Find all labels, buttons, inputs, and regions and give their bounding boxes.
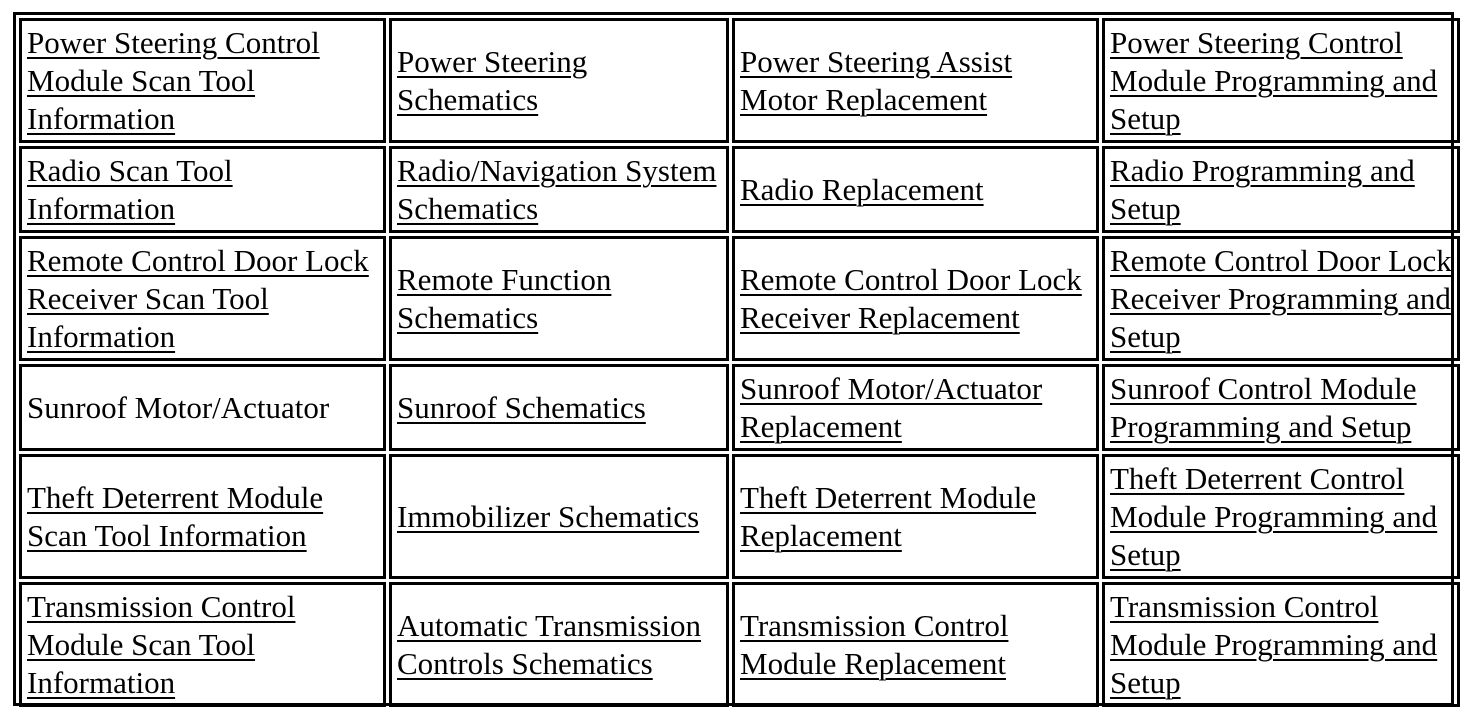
table-cell	[19, 364, 386, 451]
door-lock-receiver-scan-tool-link[interactable]: Remote Control Door Lock Receiver Scan Tool Information	[27, 243, 369, 354]
power-steering-scan-tool-link[interactable]: Power Steering Control Module Scan Tool Information	[27, 25, 320, 136]
table-cell	[389, 146, 729, 233]
power-steering-programming-link[interactable]: Power Steering Control Module Programming and Setup	[1110, 25, 1438, 136]
radio-replacement-link[interactable]: Radio Replacement	[740, 172, 984, 207]
sunroof-schematics-link[interactable]: Sunroof Schematics	[397, 390, 646, 425]
table-cell	[19, 454, 386, 579]
sunroof-actuator-replacement-link[interactable]: Sunroof Motor/Actuator Replacement	[740, 371, 1043, 444]
table-cell	[389, 18, 729, 143]
table-cell	[389, 364, 729, 451]
table-cell	[1102, 18, 1460, 143]
table-cell	[1102, 236, 1460, 361]
service-links-table	[16, 15, 1463, 710]
power-steering-motor-replacement-link[interactable]: Power Steering Assist Motor Replacement	[740, 44, 1013, 117]
door-lock-receiver-replacement-link[interactable]: Remote Control Door Lock Receiver Replacement	[740, 262, 1082, 335]
table-row	[19, 582, 1460, 707]
table-cell	[389, 236, 729, 361]
table-cell	[1102, 364, 1460, 451]
table-row	[19, 236, 1460, 361]
door-lock-receiver-programming-link[interactable]: Remote Control Door Lock Receiver Programming and Setup	[1110, 243, 1452, 354]
transmission-scan-tool-link[interactable]: Transmission Control Module Scan Tool Information	[27, 589, 296, 700]
table-cell	[732, 364, 1099, 451]
transmission-module-replacement-link[interactable]: Transmission Control Module Replacement	[740, 608, 1009, 681]
power-steering-schematics-link[interactable]: Power Steering Schematics	[397, 44, 588, 117]
theft-deterrent-replacement-link[interactable]: Theft Deterrent Module Replacement	[740, 480, 1037, 553]
transmission-programming-link[interactable]: Transmission Control Module Programming and Setup	[1110, 589, 1438, 700]
table-cell	[389, 582, 729, 707]
remote-function-schematics-link[interactable]: Remote Function Schematics	[397, 262, 612, 335]
table-cell	[1102, 454, 1460, 579]
sunroof-motor-actuator-text: Sunroof Motor/Actuator	[27, 390, 330, 425]
table-cell	[732, 236, 1099, 361]
table-cell	[732, 454, 1099, 579]
table-cell	[389, 454, 729, 579]
table-cell	[1102, 146, 1460, 233]
theft-deterrent-scan-tool-link[interactable]: Theft Deterrent Module Scan Tool Information	[27, 480, 324, 553]
table-cell	[19, 582, 386, 707]
table-cell	[19, 18, 386, 143]
radio-programming-link[interactable]: Radio Programming and Setup	[1110, 153, 1415, 226]
table-cell	[1102, 582, 1460, 707]
service-links-table-frame	[13, 12, 1454, 706]
table-cell	[19, 146, 386, 233]
transmission-controls-schematics-link[interactable]: Automatic Transmission Controls Schematics	[397, 608, 702, 681]
table-cell	[732, 146, 1099, 233]
theft-deterrent-programming-link[interactable]: Theft Deterrent Control Module Programming and Setup	[1110, 461, 1438, 572]
table-cell	[732, 582, 1099, 707]
table-row	[19, 18, 1460, 143]
table-row	[19, 364, 1460, 451]
sunroof-programming-link[interactable]: Sunroof Control Module Programming and Setup	[1110, 371, 1417, 444]
immobilizer-schematics-link[interactable]: Immobilizer Schematics	[397, 499, 700, 534]
radio-scan-tool-link[interactable]: Radio Scan Tool Information	[27, 153, 233, 226]
table-row	[19, 146, 1460, 233]
radio-navigation-schematics-link[interactable]: Radio/Navigation System Schematics	[397, 153, 717, 226]
table-cell	[732, 18, 1099, 143]
table-row	[19, 454, 1460, 579]
table-cell	[19, 236, 386, 361]
